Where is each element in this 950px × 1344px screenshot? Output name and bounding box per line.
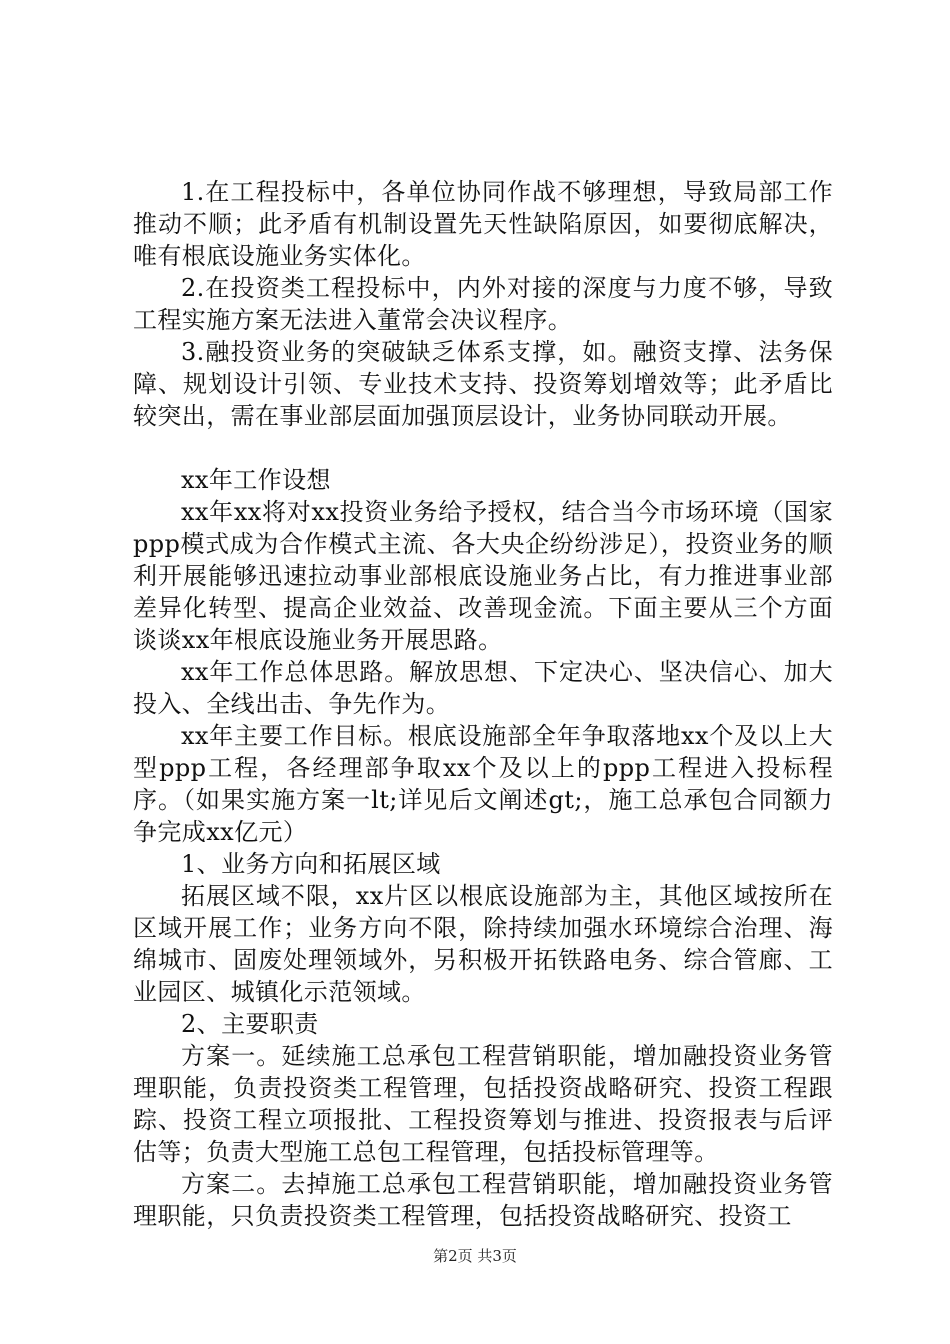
page-footer — [0, 1246, 950, 1266]
page-number-label: 第2页 共3页 — [433, 1247, 517, 1265]
paragraph-option-one: 方案一。延续施工总承包工程营销职能，增加融投资业务管理职能，负责投资类工程管理，包括投资战略研究、投资工程跟踪、投资工程立项报批、工程投资筹划与推进、投资报表与后评估等；负责大型施工总包工程管理，包括投标管理等。 — [133, 1042, 833, 1166]
paragraph-issue-1: 1.在工程投标中，各单位协同作战不够理想，导致局部工作推动不顺；此矛盾有机制设置先天性缺陷原因，如要彻底解决，唯有根底设施业务实体化。 — [133, 178, 833, 270]
paragraph-overall-approach: xx年工作总体思路。解放思想、下定决心、坚决信心、加大投入、全线出击、争先作为。 — [133, 658, 833, 718]
paragraph-business-direction: 拓展区域不限，xx片区以根底设施部为主，其他区域按所在区域开展工作；业务方向不限，除持续加强水环境综合治理、海绵城市、固废处理领域外，另积极开拓铁路电务、综合管廊、工业园区、城镇化示范领域。 — [133, 882, 833, 1006]
paragraph-issue-2: 2.在投资类工程投标中，内外对接的深度与力度不够，导致工程实施方案无法进入董常会决议程序。 — [133, 274, 833, 334]
subheading-main-duties: 2、主要职责 — [181, 1010, 319, 1038]
paragraph-option-two: 方案二。去掉施工总承包工程营销职能，增加融投资业务管理职能，只负责投资类工程管理，包括投资战略研究、投资工 — [133, 1170, 833, 1230]
section-heading-work-plan: xx年工作设想 — [181, 466, 331, 494]
subheading-business-direction: 1、业务方向和拓展区域 — [181, 850, 441, 878]
document-body — [133, 176, 833, 1232]
paragraph-plan-intro: xx年xx将对xx投资业务给予授权，结合当今市场环境（国家ppp模式成为合作模式主流、各大央企纷纷涉足），投资业务的顺利开展能够迅速拉动事业部根底设施业务占比，有力推进事业部差异化转型、提高企业效益、改善现金流。下面主要从三个方面谈谈xx年根底设施业务开展思路。 — [133, 498, 833, 654]
paragraph-main-goals: xx年主要工作目标。根底设施部全年争取落地xx个及以上大型ppp工程，各经理部争取xx个及以上的ppp工程进入投标程序。（如果实施方案一lt;详见后文阐述gt;，施工总承包合同额力争完成xx亿元） — [133, 722, 833, 846]
section-gap — [133, 432, 833, 464]
paragraph-issue-3: 3.融投资业务的突破缺乏体系支撑，如。融资支撑、法务保障、规划设计引领、专业技术支持、投资筹划增效等；此矛盾比较突出，需在事业部层面加强顶层设计，业务协同联动开展。 — [133, 338, 833, 430]
